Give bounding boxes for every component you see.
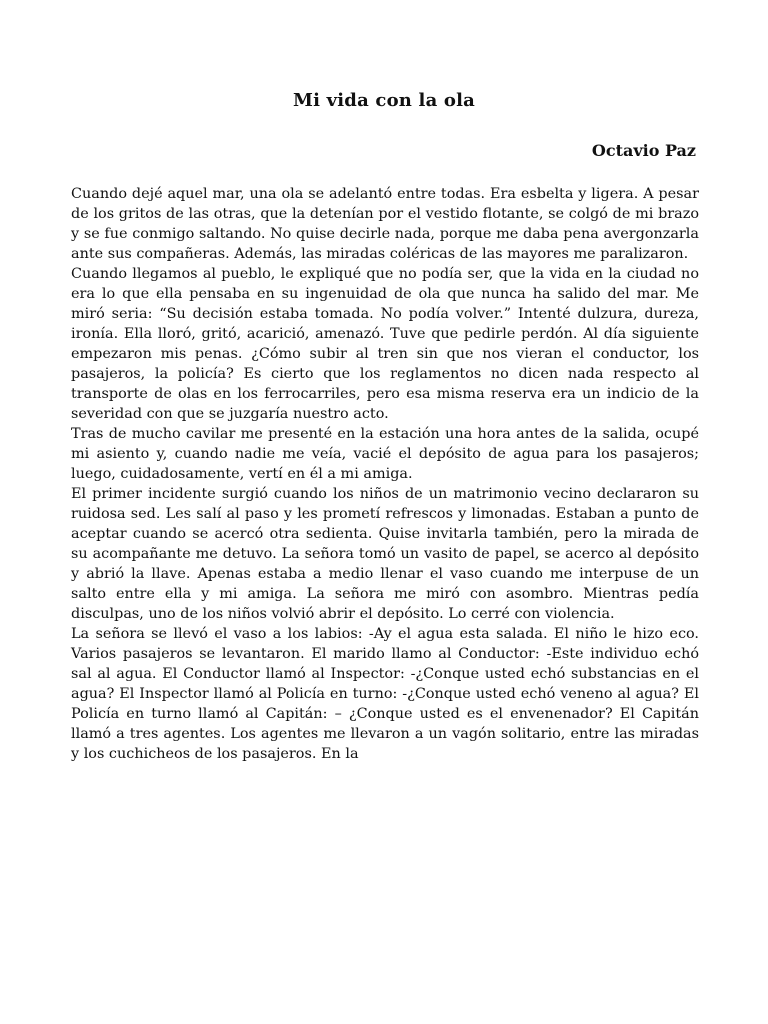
paragraph-5: La señora se llevó el vaso a los labios: -Ay el agua esta salada. El niño le hizo eco. Varios pasajeros se levantaron. El marido llamo al Conductor: -Este individuo echó sal al agua. El Conductor llamó al Inspector: -¿Conque usted echó substancias en el agua? El Inspector llamó al Policía en turno: -¿Conque usted echó veneno al agua? El Policía en turno llamó al Capitán: – ¿Conque usted es el envenenador? El Capitán llamó a tres agentes. Los agentes me llevaron a un vagón solitario, entre las miradas y los cuchicheos de los pasajeros. En la xyxy=(71,626,699,762)
document-title: Mi vida con la ola xyxy=(292,90,476,111)
paragraph-1: Cuando dejé aquel mar, una ola se adelantó entre todas. Era esbelta y ligera. A pesar de los gritos de las otras, que la detenían por el vestido flotante, se colgó de mi brazo y se fue conmigo saltando. No quise decirle nada, porque me daba pena avergonzarla ante sus compañeras. Además, las miradas coléricas de las mayores me paralizaron. xyxy=(71,186,699,262)
paragraph-2: Cuando llegamos al pueblo, le expliqué que no podía ser, que la vida en la ciudad no era lo que ella pensaba en su ingenuidad de ola que nunca ha salido del mar. Me miró seria: “Su decisión estaba tomada. No podía volver.” Intenté dulzura, dureza, ironía. Ella lloró, gritó, acarició, amenazó. Tuve que pedirle perdón. Al día siguiente empezaron mis penas. ¿Cómo subir al tren sin que nos vieran el conductor, los pasajeros, la policía? Es cierto que los reglamentos no dicen nada respecto al transporte de olas en los ferrocarriles, pero esa misma reserva era un indicio de la severidad con que se juzgaría nuestro acto. xyxy=(71,266,699,422)
document-author: Octavio Paz xyxy=(591,141,696,160)
paragraph-4: El primer incidente surgió cuando los niños de un matrimonio vecino declararon su ruidosa sed. Les salí al paso y les prometí refrescos y limonadas. Estaban a punto de aceptar cuando se acercó otra sedienta. Quise invitarla también, pero la mirada de su acompañante me detuvo. La señora tomó un vasito de papel, se acerco al depósito y abrió la llave. Apenas estaba a medio llenar el vaso cuando me interpuse de un salto entre ella y mi amiga. La señora me miró con asombro. Mientras pedía disculpas, uno de los niños volvió abrir el depósito. Lo cerré con violencia. xyxy=(71,486,699,622)
document-body xyxy=(71,184,699,764)
paragraph-3: Tras de mucho cavilar me presenté en la estación una hora antes de la salida, ocupé mi asiento y, cuando nadie me veía, vacié el depósito de agua para los pasajeros; luego, cuidadosamente, vertí en él a mi amiga. xyxy=(71,426,699,482)
